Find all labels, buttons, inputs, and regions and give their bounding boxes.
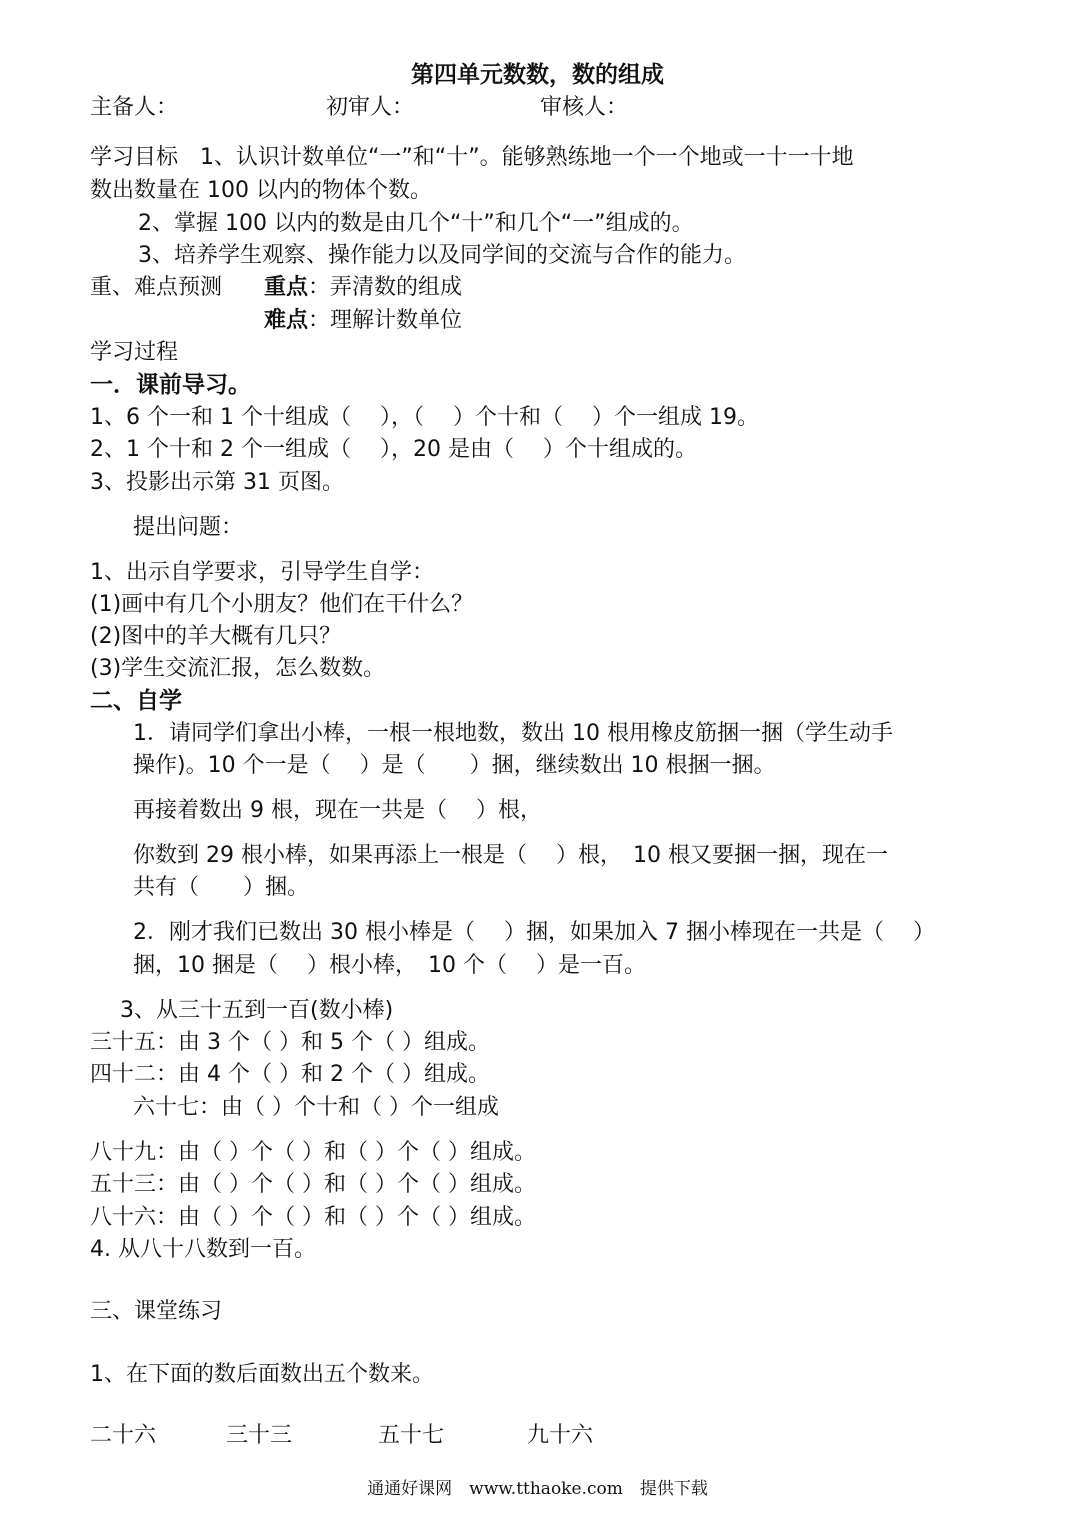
hard-point-label: 难点 [264, 308, 309, 333]
section1-heading: 一．课前导习。 [90, 372, 251, 398]
section2-s1d: 你数到 29 根小棒，如果再添上一根是（ ）根， 10 根又要捆一捆，现在一 [133, 843, 888, 868]
composition-67: 六十七：由（ ）个十和（ ）个一组成 [133, 1095, 499, 1120]
section2-s1e: 共有（ ）捆。 [133, 875, 310, 900]
footer-text: 通通好课网 www.tthaoke.com 提供下载 [367, 1479, 708, 1499]
composition-42: 四十二：由 4 个（ ）和 2 个（ ）组成。 [90, 1062, 490, 1087]
section1-q1: 1、6 个一和 1 个十组成（ ），（ ）个十和（ ）个一组成 19。 [90, 405, 759, 430]
composition-35: 三十五：由 3 个（ ）和 5 个（ ）组成。 [90, 1030, 490, 1055]
hard-point [264, 307, 462, 335]
objectives-line-1: 学习目标 1、认识计数单位“一”和“十”。能够熟练地一个一个地或一十一十地 [90, 145, 854, 170]
section2-heading: 二、自学 [90, 688, 182, 714]
section1-q3: 3、投影出示第 31 页图。 [90, 470, 344, 495]
section2-s4: 4. 从八十八数到一百。 [90, 1237, 316, 1262]
key-point-text: ：弄清数的组成 [308, 275, 463, 300]
section3-q1: 1、在下面的数后面数出五个数来。 [90, 1362, 434, 1387]
section2-s1b: 操作)。10 个一是（ ）是（ ）捆，继续数出 10 根捆一捆。 [133, 753, 776, 778]
section1-p3: (2)图中的羊大概有几只？ [90, 624, 342, 649]
section3-heading: 三、课堂练习 [90, 1299, 223, 1324]
reviewer-label: 审核人： [540, 95, 629, 120]
number-item: 九十六 [527, 1423, 594, 1448]
preparer-label: 主备人： [90, 95, 179, 120]
section2-s2a: 2．刚才我们已数出 30 根小棒是（ ）捆，如果加入 7 捆小棒现在一共是（ ） [133, 920, 935, 945]
composition-53: 五十三：由（ ）个（ ）和（ ）个（ ）组成。 [90, 1172, 536, 1197]
number-item: 五十七 [378, 1423, 445, 1448]
composition-89: 八十九：由（ ）个（ ）和（ ）个（ ）组成。 [90, 1140, 536, 1165]
first-reviewer-label: 初审人： [326, 95, 415, 120]
hard-point-text: ：理解计数单位 [308, 308, 463, 333]
composition-86: 八十六：由（ ）个（ ）和（ ）个（ ）组成。 [90, 1205, 536, 1230]
objectives-line-2: 数出数量在 100 以内的物体个数。 [90, 178, 432, 203]
keypoints-label: 重、难点预测 [90, 275, 223, 300]
key-point-label: 重点 [264, 275, 309, 300]
number-item: 二十六 [90, 1423, 157, 1448]
number-item: 三十三 [226, 1423, 293, 1448]
section2-s1c: 再接着数出 9 根，现在一共是（ ）根， [133, 798, 542, 823]
section1-p2: (1)画中有几个小朋友？他们在干什么？ [90, 592, 474, 617]
section2-s3: 3、从三十五到一百(数小棒) [120, 998, 394, 1023]
section1-q2: 2、1 个十和 2 个一组成（ ），20 是由（ ）个十组成的。 [90, 437, 697, 462]
process-label: 学习过程 [90, 340, 179, 365]
objectives-line-3: 2、掌握 100 以内的数是由几个“十”和几个“一”组成的。 [138, 211, 694, 236]
section1-p1: 1、出示自学要求，引导学生自学： [90, 560, 434, 585]
page-title: 第四单元数数，数的组成 [411, 62, 664, 88]
objectives-line-4: 3、培养学生观察、操作能力以及同学间的交流与合作的能力。 [138, 243, 746, 268]
section2-s2b: 捆，10 捆是（ ）根小棒， 10 个（ ）是一百。 [133, 953, 646, 978]
key-point [264, 274, 462, 302]
section2-s1a: 1．请同学们拿出小棒，一根一根地数，数出 10 根用橡皮筋捆一捆（学生动手 [133, 721, 893, 746]
section1-ask: 提出问题： [133, 515, 244, 540]
section1-p4: (3)学生交流汇报，怎么数数。 [90, 656, 386, 681]
